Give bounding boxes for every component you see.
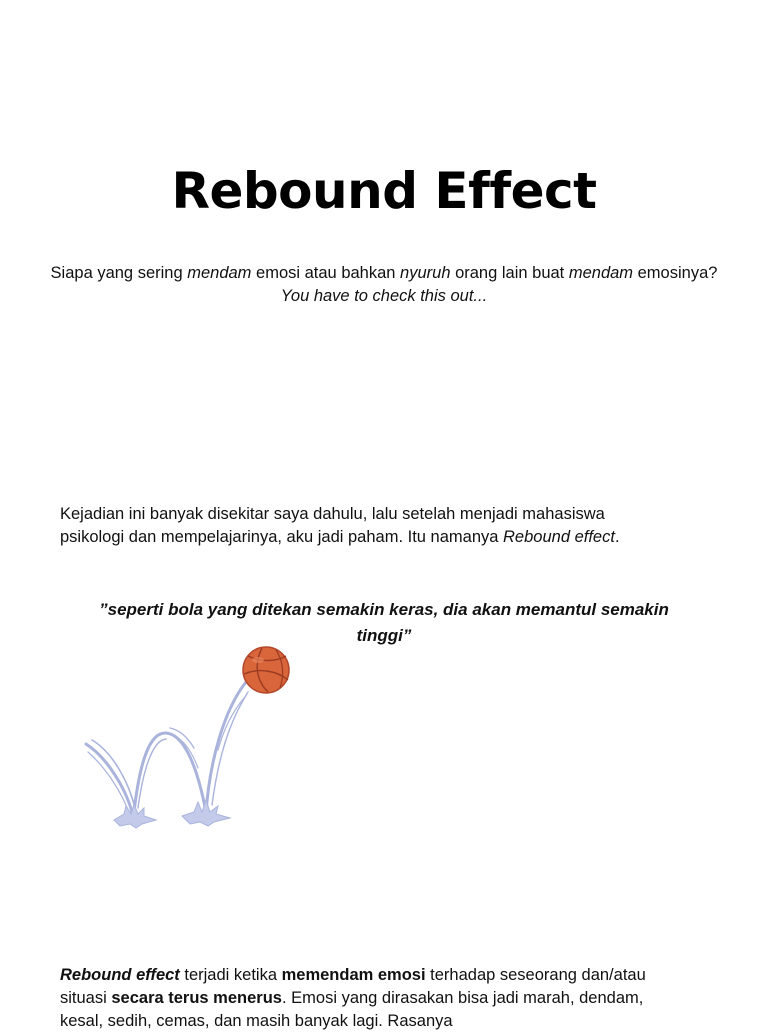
quote-text: ”seperti bola yang ditekan semakin keras, dia akan memantul semakin tinggi” — [99, 600, 669, 645]
bouncing-basketball-icon — [78, 640, 303, 835]
intro-emphasis: nyuruh — [400, 264, 451, 282]
intro-text-part: emosinya? — [633, 264, 718, 282]
intro-text-part: orang lain buat — [450, 264, 569, 282]
basketball — [243, 647, 289, 693]
paragraph-emphasis: Rebound effect — [503, 528, 615, 546]
page-title: Rebound Effect — [171, 162, 597, 220]
paragraph-emphasis: Rebound effect — [60, 966, 180, 984]
definition-paragraph — [60, 964, 680, 1033]
paragraph-strong: secara terus menerus — [111, 989, 282, 1007]
paragraph-text: . — [614, 528, 620, 546]
intro-emphasis: mendam — [568, 264, 634, 282]
intro-line-1 — [0, 262, 768, 285]
intro-text-part: Siapa yang sering — [50, 264, 188, 282]
paragraph-text: Kejadian ini banyak disekitar saya dahulu, lalu setelah menjadi mahasiswa psikologi dan mempelajarinya, aku jadi paham. Itu namanya — [60, 505, 605, 546]
intro-text — [0, 262, 768, 308]
paragraph-text: terjadi ketika — [179, 966, 282, 984]
intro-line-2: You have to check this out... — [280, 287, 488, 305]
paragraph-text: terhadap seseorang dan/atau situasi — [60, 966, 646, 1007]
explanation-paragraph — [60, 503, 670, 549]
paragraph-text: . Emosi yang dirasakan bisa jadi marah, dendam, kesal, sedih, cemas, dan masih banyak lagi. Rasanya — [60, 989, 644, 1030]
intro-text-part: emosi atau bahkan — [251, 264, 401, 282]
intro-emphasis: mendam — [187, 264, 252, 282]
paragraph-strong: memendam emosi — [281, 966, 426, 984]
